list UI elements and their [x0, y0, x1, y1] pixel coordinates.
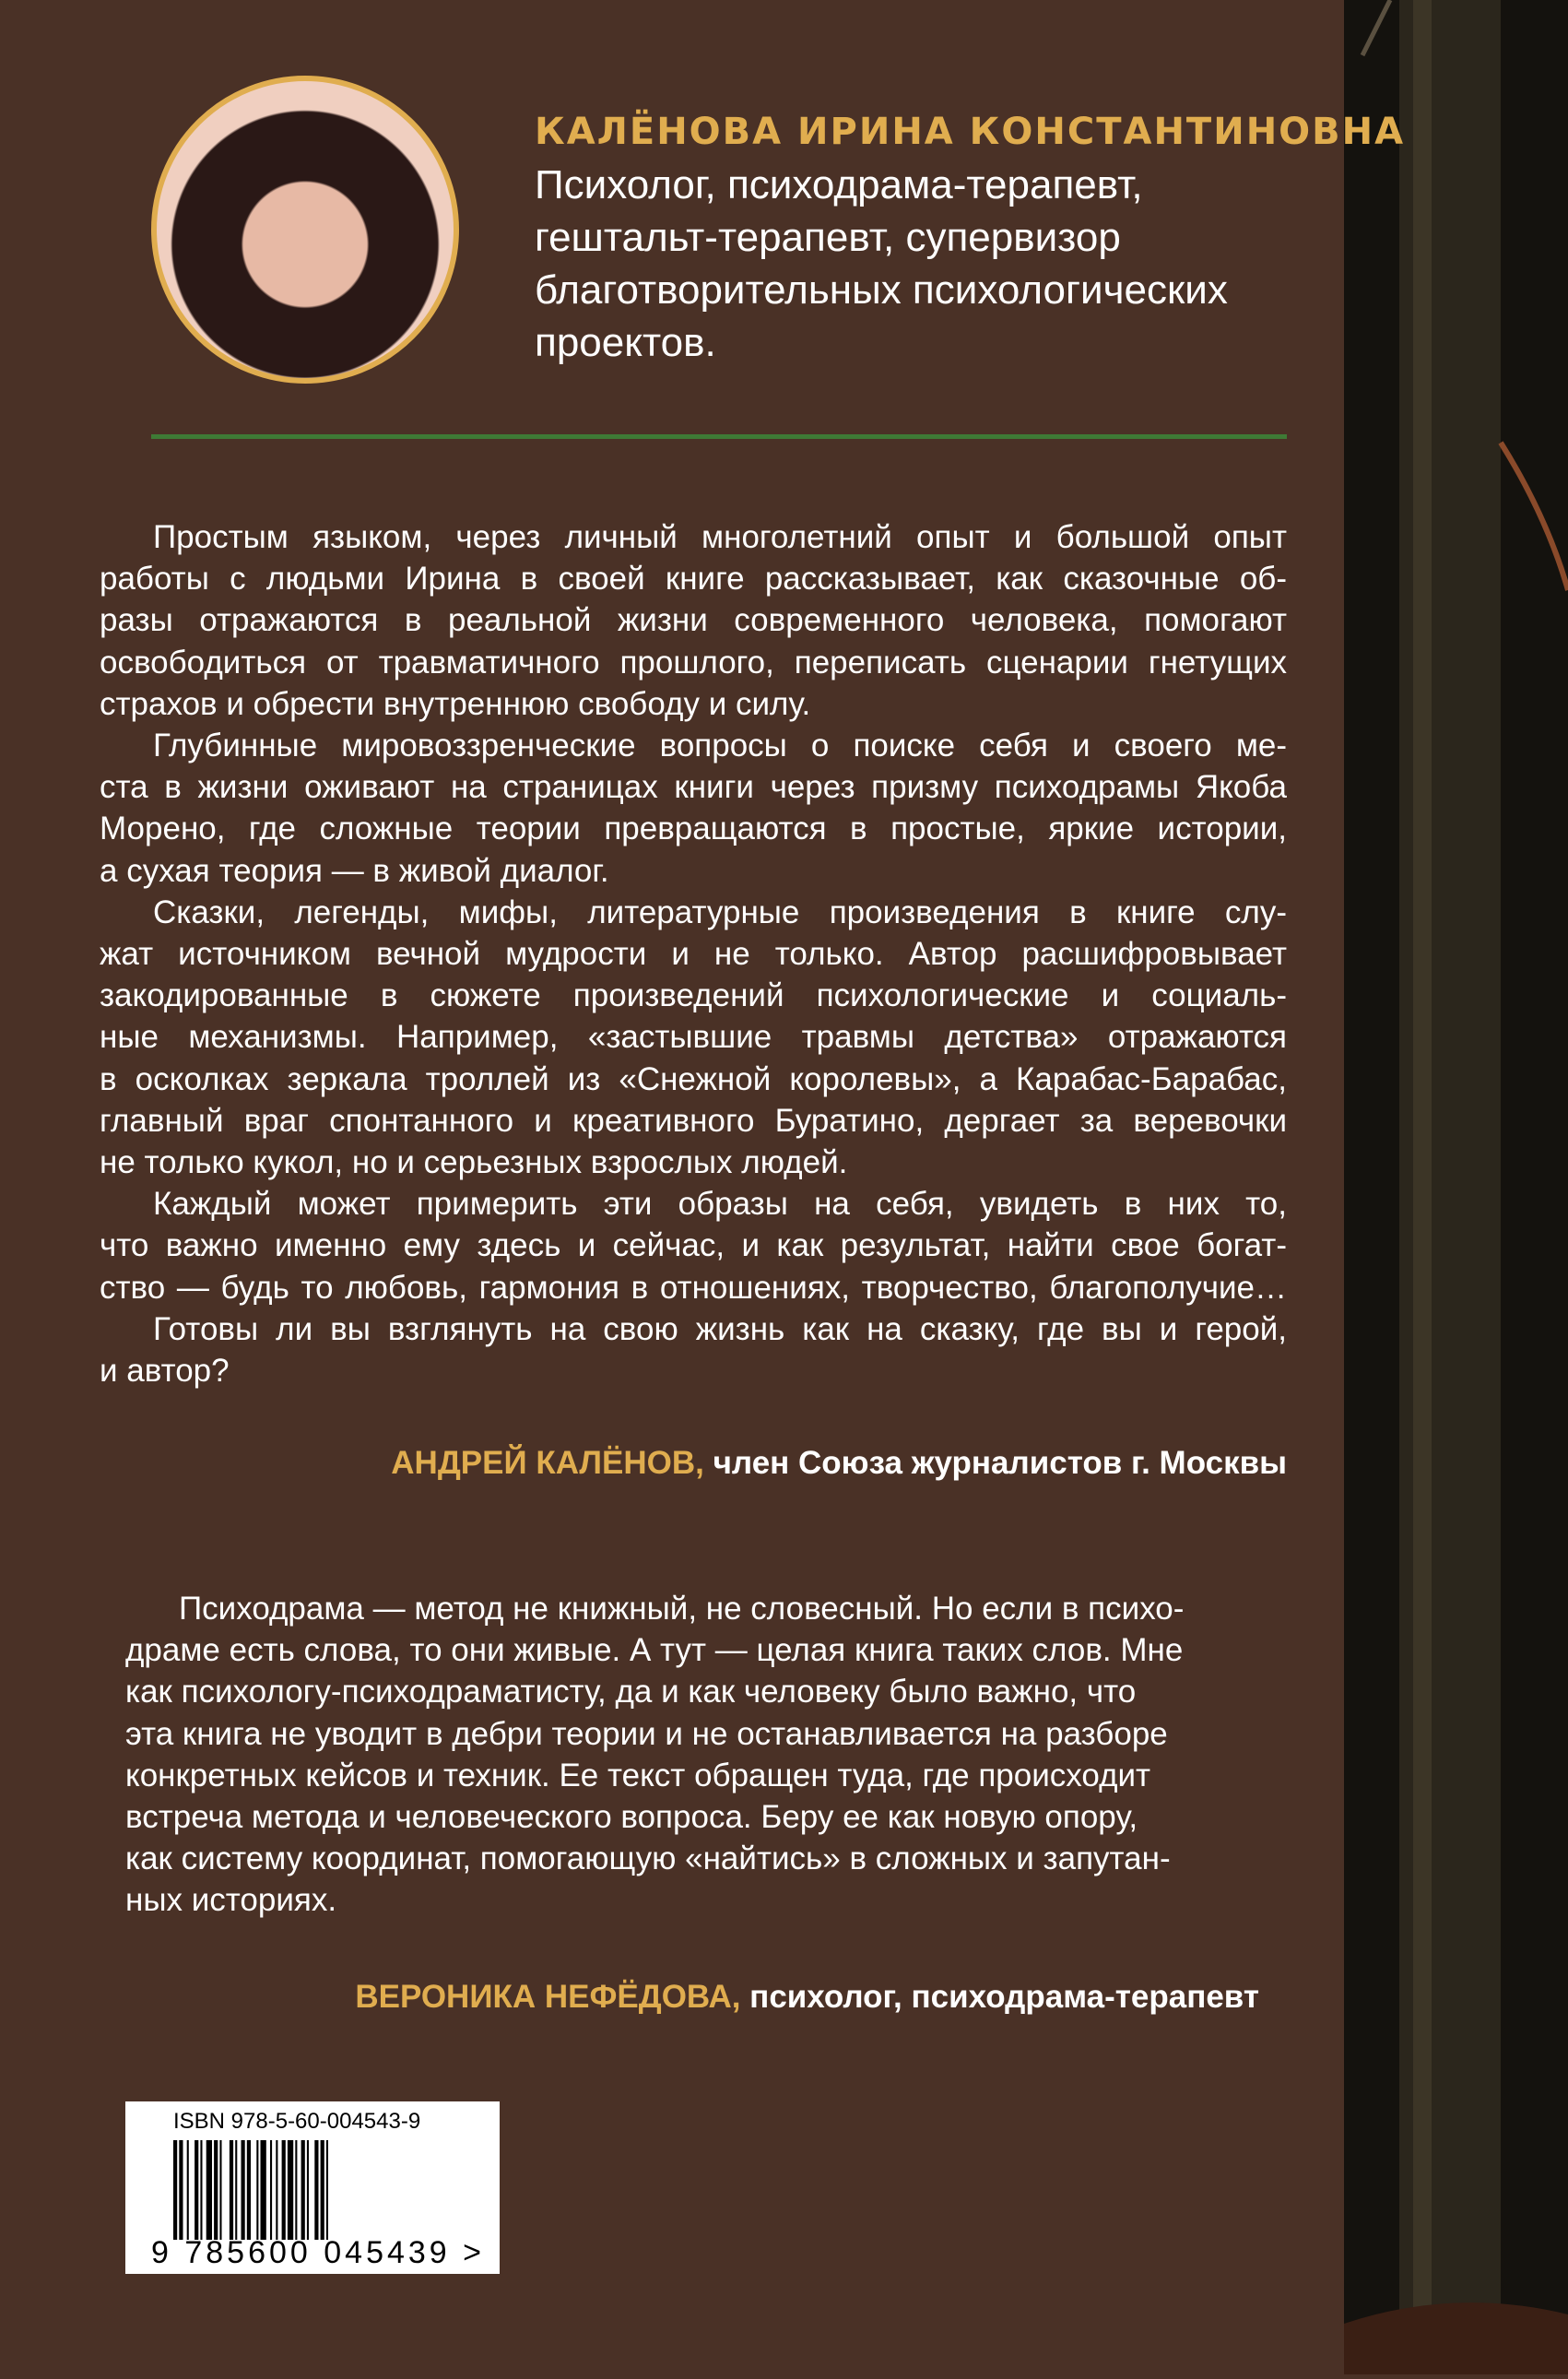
barcode-bar — [235, 2140, 237, 2240]
text-line: главный враг спонтанного и креативного Буратино, дергает за веревочки — [100, 1102, 1287, 1139]
text-line: встреча метода и человеческого вопроса. Беру ее как новую опору, — [125, 1799, 1138, 1836]
text-line: Готовы ли вы взглянуть на свою жизнь как на сказку, где вы и герой, — [153, 1310, 1287, 1347]
bio-line: гештальт-терапевт, супервизор — [535, 215, 1121, 260]
text-line: работы с людьми Ирина в своей книге рассказывает, как сказочные об- — [100, 561, 1287, 598]
barcode-bar — [307, 2140, 309, 2240]
author-photo — [151, 76, 459, 384]
barcode-bar — [173, 2140, 177, 2240]
signature-role: член Союза журналистов г. Москвы — [703, 1445, 1287, 1481]
isbn-barcode — [125, 2101, 500, 2274]
text-line: разы отражаются в реальной жизни современного человека, помогают — [100, 602, 1287, 639]
bio-line: благотворительных психологических — [535, 267, 1228, 313]
barcode-bar — [219, 2140, 221, 2240]
barcode-bar — [242, 2140, 245, 2240]
text-line: Сказки, легенды, мифы, литературные произведения в книге слу- — [153, 894, 1287, 930]
signature-1 — [391, 1445, 1287, 1482]
barcode-bar — [276, 2140, 277, 2240]
text-line: в осколках зеркала троллей из «Снежной королевы», а Карабас-Барабас, — [100, 1060, 1287, 1097]
text-line: ные механизмы. Например, «застывшие травмы детства» отражаются — [100, 1019, 1287, 1056]
barcode-bar — [295, 2140, 297, 2240]
text-line: жат источником вечной мудрости и не только. Автор расшифровывает — [100, 936, 1287, 973]
forest-illustration — [1344, 0, 1568, 2374]
barcode-bar — [179, 2140, 183, 2240]
author-name: КАЛЁНОВА ИРИНА КОНСТАНТИНОВНА — [535, 111, 1406, 153]
text-line: Глубинные мировоззренческие вопросы о поиске себя и своего ме- — [153, 728, 1287, 764]
barcode-bar — [314, 2140, 318, 2240]
signature-name: АНДРЕЙ КАЛЁНОВ, — [391, 1445, 704, 1481]
description-text — [100, 516, 1287, 1391]
text-line: драме есть слова, то они живые. А тут — целая книга таких слов. Мне — [125, 1632, 1184, 1669]
text-line: страхов и обрести внутреннюю свободу и силу. — [100, 685, 811, 722]
text-line: не только кукол, но и серьезных взрослых людей. — [100, 1144, 848, 1181]
barcode-digits: 9 785600 045439 > — [151, 2235, 486, 2270]
barcode-bar — [282, 2140, 286, 2240]
barcode-bar — [214, 2140, 218, 2240]
barcode-bars — [173, 2140, 445, 2240]
isbn-text: ISBN 978-5-60-004543-9 — [173, 2109, 421, 2134]
barcode-bar — [256, 2140, 258, 2240]
signature-name: ВЕРОНИКА НЕФЁДОВА, — [355, 1979, 741, 2015]
text-line: освободиться от травматичного прошлого, переписать сценарии гнетущих — [100, 644, 1287, 681]
barcode-bar — [301, 2140, 305, 2240]
barcode-bar — [321, 2140, 324, 2240]
text-line: Морено, где сложные теории превращаются в простые, яркие истории, — [100, 811, 1287, 847]
barcode-bar — [200, 2140, 202, 2240]
text-line: закодированные в сюжете произведений психологические и социаль- — [100, 977, 1287, 1014]
text-line: Простым языком, через личный многолетний опыт и большой опыт — [153, 519, 1287, 555]
text-line: как психологу-психодраматисту, да и как человеку было важно, что — [125, 1674, 1137, 1710]
text-line: ных историях. — [125, 1882, 337, 1919]
bio-line: проектов. — [535, 320, 716, 365]
barcode-bar — [206, 2140, 212, 2240]
text-line: что важно именно ему здесь и сейчас, и как результат, найти свое богат- — [100, 1227, 1287, 1264]
barcode-bar — [270, 2140, 272, 2240]
barcode-bar — [261, 2140, 266, 2240]
bio-line: Психолог, психодрама-терапевт, — [535, 162, 1143, 207]
barcode-bar — [326, 2140, 328, 2240]
text-line: а сухая теория — в живой диалог. — [100, 852, 609, 889]
text-line: ство — будь то любовь, гармония в отношениях, творчество, благополучие… — [100, 1269, 1287, 1306]
text-line: конкретных кейсов и техник. Ее текст обращен туда, где происходит — [125, 1757, 1151, 1793]
barcode-bar — [230, 2140, 233, 2240]
signature-2 — [355, 1979, 1259, 2016]
text-line: Психодрама — метод не книжный, не словесный. Но если в психо- — [179, 1591, 1185, 1627]
barcode-bar — [288, 2140, 293, 2240]
barcode-bar — [187, 2140, 189, 2240]
text-line: и автор? — [100, 1353, 230, 1390]
review-text — [125, 1588, 1259, 1922]
signature-role: психолог, психодрама-терапевт — [740, 1979, 1259, 2015]
barcode-bar — [247, 2140, 251, 2240]
author-bio — [535, 159, 1291, 369]
text-line: Каждый может примерить эти образы на себя, увидеть в них то, — [153, 1186, 1287, 1223]
divider — [151, 434, 1287, 439]
text-line: эта книга не уводит в дебри теории и не останавливается на разборе — [125, 1715, 1168, 1752]
text-line: как систему координат, помогающую «найтись» в сложных и запутан- — [125, 1840, 1171, 1877]
barcode-bar — [195, 2140, 198, 2240]
text-line: ста в жизни оживают на страницах книги через призму психодрамы Якоба — [100, 769, 1287, 806]
